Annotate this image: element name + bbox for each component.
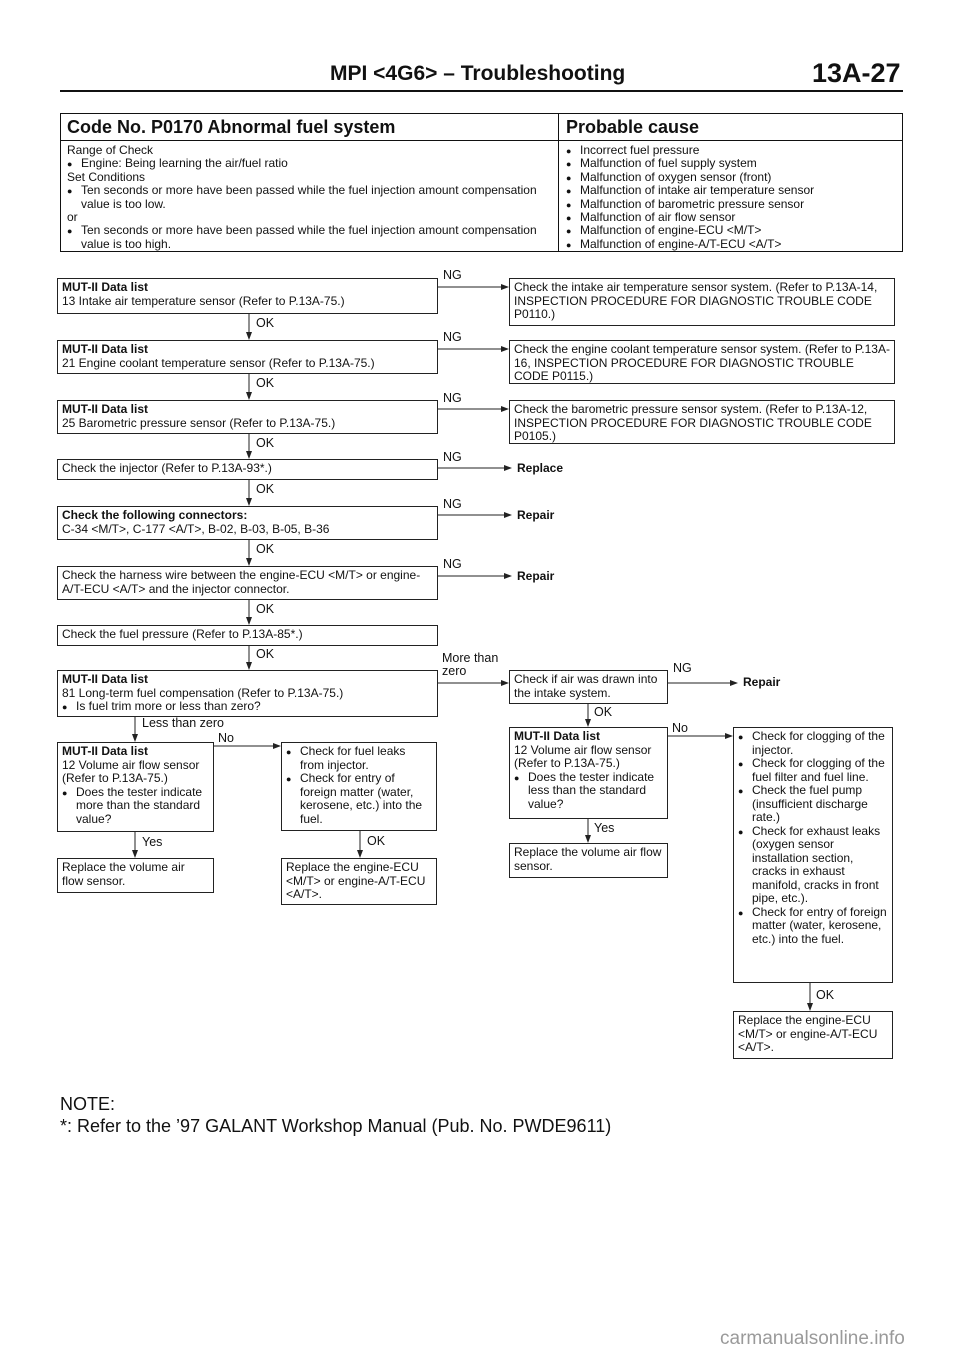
- arrowhead: [501, 284, 509, 290]
- ok-label: OK: [256, 542, 275, 556]
- step-question-list: [62, 700, 433, 714]
- set-conditions-label: Set Conditions: [67, 169, 146, 184]
- step-engine-coolant: [57, 340, 438, 374]
- cause-item: ● Malfunction of air flow sensor: [566, 211, 896, 224]
- arrowhead: [585, 835, 591, 843]
- step-intake-air-temp: [57, 278, 438, 314]
- fuel-leak-item: ● Check for entry of foreign matter (water, kerosene, etc.) into the fuel.: [286, 772, 432, 826]
- ng-label: NG: [443, 391, 462, 405]
- mut-title: MUT-II Data list: [62, 744, 149, 758]
- arrowhead: [807, 1003, 813, 1011]
- arrowhead: [246, 332, 252, 340]
- cause-item: ● Malfunction of barometric pressure sensor: [566, 198, 896, 211]
- ng-label: NG: [443, 330, 462, 344]
- step-check-intake-air: Check if air was drawn into the intake system.: [509, 670, 668, 704]
- arrowhead: [504, 465, 512, 471]
- fuel-leak-list: [286, 745, 432, 826]
- cause-item: ● Malfunction of oxygen sensor (front): [566, 171, 896, 184]
- or-label: or: [67, 210, 78, 225]
- arrowhead: [246, 662, 252, 670]
- ng-label: NG: [443, 450, 462, 464]
- arrowhead: [132, 734, 138, 742]
- set-item: ● Ten seconds or more have been passed while the fuel injection amount compensation value is too high.: [67, 224, 547, 251]
- cause-item: ● Malfunction of engine-A/T-ECU <A/T>: [566, 238, 896, 251]
- ng-label: NG: [443, 497, 462, 511]
- page-number: 13A-27: [812, 58, 901, 88]
- fuel-leak-item: ● Check for fuel leaks from injector.: [286, 745, 432, 772]
- step-long-term-fuel-trim: [57, 670, 438, 717]
- note-label: NOTE:: [60, 1094, 116, 1114]
- arrowhead: [501, 406, 509, 412]
- step-check-fuel-pressure: Check the fuel pressure (Refer to P.13A-85*.): [57, 625, 438, 646]
- note-text: *: Refer to the ’97 GALANT Workshop Manual (Pub. No. PWDE9611): [60, 1116, 612, 1136]
- result-repair: Repair: [517, 508, 555, 522]
- step-check-injector: Check the injector (Refer to P.13A-93*.): [57, 459, 438, 480]
- step-vaf-more-than-standard: [57, 742, 214, 832]
- mut-title: MUT-II Data list: [62, 672, 149, 686]
- ng-label: NG: [673, 661, 692, 675]
- cause-item: ● Incorrect fuel pressure: [566, 144, 896, 157]
- clogging-item: ● Check for entry of foreign matter (water, kerosene, etc.) into the fuel.: [738, 906, 888, 947]
- ng-result-intake-air: Check the intake air temperature sensor system. (Refer to P.13A-14, INSPECTION PROCEDURE FOR DIAGNOSTIC TROUBLE CODE P0110.): [509, 278, 895, 326]
- replace-ecu-right: Replace the engine-ECU <M/T> or engine-A/T-ECU <A/T>.: [733, 1011, 893, 1059]
- arrowhead: [501, 346, 509, 352]
- ok-label: OK: [367, 834, 386, 848]
- connector-list: C-34 <M/T>, C-177 <A/T>, B-02, B-03, B-05, B-36: [62, 521, 330, 536]
- code-heading: Code No. P0170 Abnormal fuel system: [67, 117, 396, 137]
- set-item: ● Ten seconds or more have been passed while the fuel injection amount compensation value is too low.: [67, 184, 547, 211]
- mut-title: MUT-II Data list: [62, 402, 149, 416]
- step-question: ● Does the tester indicate more than the standard value?: [62, 786, 209, 827]
- less-than-zero-label: Less than zero: [142, 716, 224, 730]
- ok-label: OK: [256, 647, 275, 661]
- ok-label: OK: [594, 705, 613, 719]
- step-text: 81 Long-term fuel compensation (Refer to P.13A-75.): [62, 685, 344, 700]
- clogging-item: ● Check for clogging of the fuel filter and fuel line.: [738, 757, 888, 784]
- yes-label: Yes: [142, 835, 163, 849]
- arrowhead: [246, 558, 252, 566]
- arrowhead: [501, 680, 509, 686]
- watermark: carmanualsonline.info: [720, 1328, 905, 1349]
- cause-item: ● Malfunction of fuel supply system: [566, 157, 896, 170]
- clogging-item: ● Check the fuel pump (insufficient discharge rate.): [738, 784, 888, 825]
- arrowhead: [725, 733, 733, 739]
- step-question-list: [62, 786, 209, 827]
- fuel-leak-check-box: [281, 742, 437, 831]
- no-label: No: [672, 721, 688, 735]
- step-check-connectors: [57, 506, 438, 540]
- ok-label: OK: [256, 316, 275, 330]
- arrowhead: [504, 573, 512, 579]
- range-item: ● Engine: Being learning the air/fuel ratio: [67, 157, 547, 170]
- page-header-title: MPI <4G6> – Troubleshooting: [330, 62, 626, 85]
- arrowhead: [504, 512, 512, 518]
- ng-label: NG: [443, 268, 462, 282]
- yes-label: Yes: [594, 821, 615, 835]
- mut-title: MUT-II Data list: [514, 729, 601, 743]
- clogging-list: [738, 730, 888, 946]
- arrowhead: [585, 719, 591, 727]
- step-text: 12 Volume air flow sensor (Refer to P.13A-75.): [514, 742, 652, 770]
- ng-result-coolant: Check the engine coolant temperature sensor system. (Refer to P.13A-16, INSPECTION PROCEDURE FOR DIAGNOSTIC TROUBLE CODE P0115.): [509, 340, 895, 384]
- step-question: ● Does the tester indicate less than the standard value?: [514, 771, 663, 812]
- clogging-item: ● Check for exhaust leaks (oxygen sensor installation section, cracks in exhaust manifold, cracks in front pipe, etc.).: [738, 825, 888, 906]
- arrowhead: [246, 498, 252, 506]
- arrowhead: [730, 680, 738, 686]
- step-text: 12 Volume air flow sensor (Refer to P.13A-75.): [62, 757, 200, 785]
- cause-heading: Probable cause: [566, 117, 700, 137]
- mut-title: MUT-II Data list: [62, 342, 149, 356]
- step-text: 13 Intake air temperature sensor (Refer to P.13A-75.): [62, 293, 345, 308]
- arrowhead: [357, 850, 363, 858]
- mut-title: MUT-II Data list: [62, 280, 149, 294]
- arrowhead: [273, 743, 281, 749]
- ng-label: NG: [443, 557, 462, 571]
- replace-vaf-left: Replace the volume air flow sensor.: [57, 858, 214, 893]
- ok-label: OK: [816, 988, 835, 1002]
- range-label: Range of Check: [67, 143, 154, 157]
- step-check-harness: Check the harness wire between the engine-ECU <M/T> or engine-A/T-ECU <A/T> and the injector connector.: [57, 566, 438, 600]
- no-label: No: [218, 731, 234, 745]
- clogging-check-box: [733, 727, 893, 983]
- step-question: ● Is fuel trim more or less than zero?: [62, 700, 433, 714]
- ok-label: OK: [256, 602, 275, 616]
- result-repair: Repair: [743, 675, 781, 689]
- ok-label: OK: [256, 482, 275, 496]
- ok-label: OK: [256, 376, 275, 390]
- replace-ecu-middle: Replace the engine-ECU <M/T> or engine-A/T-ECU <A/T>.: [281, 858, 437, 905]
- step-question-list: [514, 771, 663, 812]
- connector-title: Check the following connectors:: [62, 508, 248, 522]
- arrowhead: [246, 617, 252, 625]
- step-text: 21 Engine coolant temperature sensor (Refer to P.13A-75.): [62, 355, 375, 370]
- ng-result-barometric: Check the barometric pressure sensor system. (Refer to P.13A-12, INSPECTION PROCEDURE FOR DIAGNOSTIC TROUBLE CODE P0105.): [509, 400, 895, 444]
- arrowhead: [246, 392, 252, 400]
- arrowhead: [132, 850, 138, 858]
- step-text: 25 Barometric pressure sensor (Refer to P.13A-75.): [62, 415, 336, 430]
- result-replace: Replace: [517, 461, 564, 475]
- step-barometric: [57, 400, 438, 434]
- result-repair: Repair: [517, 569, 555, 583]
- step-vaf-less-than-standard: [509, 727, 668, 819]
- cause-item: ● Malfunction of intake air temperature sensor: [566, 184, 896, 197]
- clogging-item: ● Check for clogging of the injector.: [738, 730, 888, 757]
- arrowhead: [246, 451, 252, 459]
- replace-vaf-right: Replace the volume air flow sensor.: [509, 843, 668, 878]
- cause-item: ● Malfunction of engine-ECU <M/T>: [566, 224, 896, 237]
- ok-label: OK: [256, 436, 275, 450]
- more-than-zero-label: More than zero: [442, 651, 499, 678]
